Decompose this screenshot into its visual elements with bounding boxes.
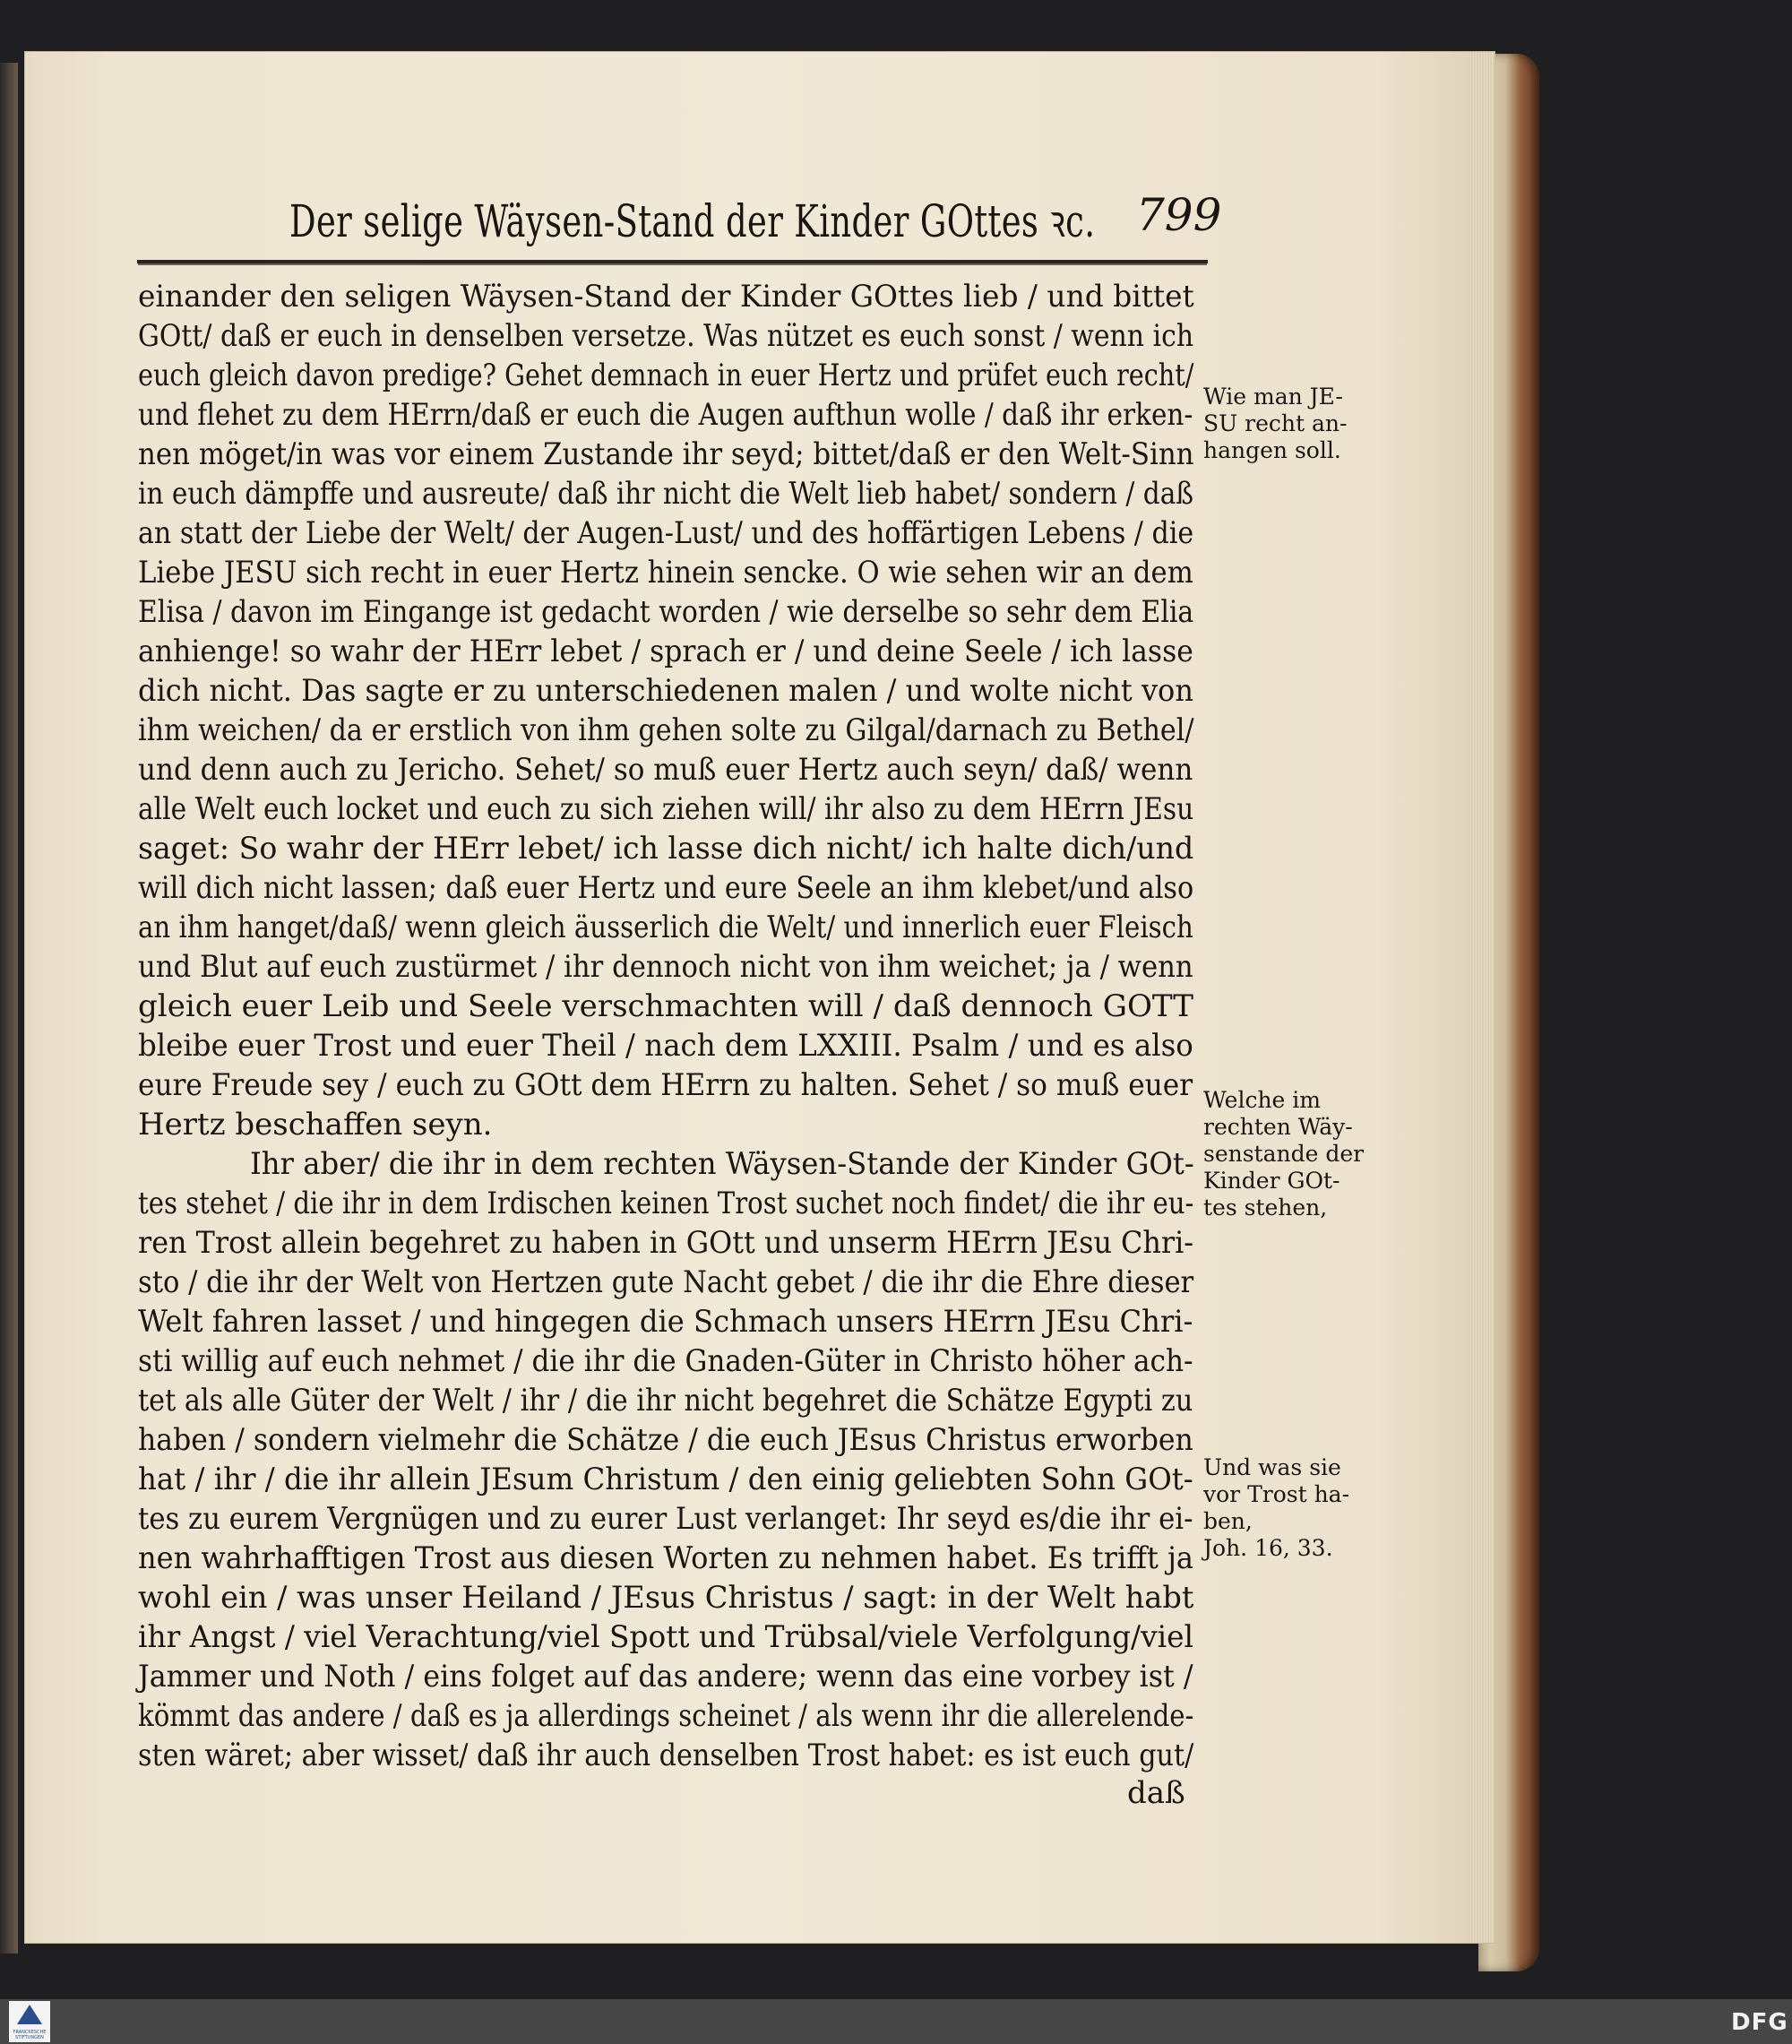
text-line: Jammer und Noth / eins folget auf das andere; wenn das eine vorbey ist /	[138, 1659, 1193, 1695]
text-line: nen möget/in was vor einem Zustande ihr seyd; bittet/daß er den Welt-Sinn	[138, 436, 1194, 472]
text-line: nen wahrhafftigen Trost aus diesen Worten zu nehmen habet. Es trifft ja	[138, 1540, 1194, 1576]
text-line: Elisa / davon im Eingange ist gedacht worden / wie derselbe so sehr dem Elia	[138, 594, 1194, 630]
text-line: GOtt/ daß er euch in denselben versetze. Was nützet es euch sonst / wenn ich	[138, 318, 1194, 354]
text-line: ren Trost allein begehret zu haben in GOtt und unserm HErrn JEsu Chri-	[138, 1225, 1194, 1261]
text-line: sten wäret; aber wisset/ daß ihr auch denselben Trost habet: es ist euch gut/	[138, 1738, 1194, 1773]
text-line: tet als alle Güter der Welt / ihr / die ihr nicht begehret die Schätze Egypti zu	[138, 1383, 1193, 1419]
text-line: haben / sondern vielmehr die Schätze / die euch JEsus Christus erworben	[138, 1422, 1193, 1458]
text-line: hat / ihr / die ihr allein JEsum Christum / den einig geliebten Sohn GOt-	[138, 1462, 1193, 1497]
text-line: ihr Angst / viel Verachtung/viel Spott und Trübsal/viele Verfolgung/viel	[138, 1619, 1193, 1655]
text-line: Welt fahren lasset / und hingegen die Schmach unsers HErrn JEsu Chri-	[138, 1304, 1193, 1340]
text-line: tes zu eurem Vergnügen und zu eurer Lust verlanget: Ihr seyd es/die ihr ei-	[138, 1501, 1193, 1537]
text-line: wohl ein / was unser Heiland / JEsus Christus / sagt: in der Welt habt	[138, 1580, 1194, 1616]
institution-logo[interactable]	[9, 2001, 50, 2042]
text-line: euch gleich davon predige? Gehet demnach in euer Hertz und prüfet euch recht/	[138, 358, 1194, 393]
text-line: in euch dämpffe und ausreute/ daß ihr nicht die Welt lieb habet/ sondern / daß	[138, 476, 1194, 512]
text-line: an statt der Liebe der Welt/ der Augen-Lust/ und des hoffärtigen Lebens / die	[138, 515, 1194, 551]
margin-note-line: tes stehen,	[1203, 1194, 1328, 1220]
text-line: gleich euer Leib und Seele verschmachten will / daß dennoch GOTT	[138, 988, 1193, 1024]
margin-note-line: ben,	[1203, 1508, 1253, 1534]
text-line: kömmt das andere / daß es ja allerdings scheinet / als wenn ihr die allerelende-	[138, 1698, 1194, 1734]
page-number: 799	[1136, 189, 1222, 241]
institution-logo-label: FRANCKESCHE STIFTUNGEN	[13, 2030, 47, 2040]
text-line: und flehet zu dem HErrn/daß er euch die Augen aufthun wolle / daß ihr erken-	[138, 397, 1193, 433]
margin-note-line: senstande der	[1203, 1141, 1365, 1167]
dfg-logo[interactable]: DFG	[1731, 2009, 1788, 2036]
margin-note-line: Kinder GOt-	[1203, 1168, 1340, 1194]
margin-note-line: hangen soll.	[1203, 437, 1341, 463]
text-line: an ihm hanget/daß/ wenn gleich äusserlich die Welt/ und innerlich euer Fleisch	[138, 910, 1193, 945]
margin-notes	[1203, 52, 1490, 1943]
text-line: alle Welt euch locket und euch zu sich ziehen will/ ihr also zu dem HErrn JEsu	[138, 791, 1194, 827]
viewer-footer-bar	[0, 1999, 1792, 2044]
text-line: eure Freude sey / euch zu GOtt dem HErrn zu halten. Sehet / so muß euer	[138, 1067, 1193, 1103]
text-line: ihm weichen/ da er erstlich von ihm gehen solte zu Gilgal/darnach zu Bethel/	[138, 712, 1194, 748]
book-spine-shadow	[0, 63, 18, 1953]
margin-note-line: rechten Wäy-	[1203, 1114, 1353, 1140]
margin-note-line: Welche im	[1203, 1087, 1321, 1113]
text-line: saget: So wahr der HErr lebet/ ich lasse dich nicht/ ich halte dich/und	[138, 831, 1194, 867]
running-head	[289, 155, 1222, 254]
text-line: anhienge! so wahr der HErr lebet / sprach er / und deine Seele / ich lasse	[138, 634, 1193, 669]
text-line: Hertz beschaffen seyn.	[138, 1107, 493, 1143]
triangle-logo-icon	[17, 2005, 42, 2024]
header-rule	[137, 260, 1208, 263]
text-line: Liebe JESU sich recht in euer Hertz hinein sencke. O wie sehen wir an dem	[138, 555, 1193, 591]
book-page	[25, 52, 1495, 1943]
text-line: tes stehet / die ihr in dem Irdischen keinen Trost suchet noch findet/ die ihr eu-	[138, 1186, 1194, 1221]
body-text	[138, 278, 1240, 1819]
text-line: Ihr aber/ die ihr in dem rechten Wäysen-Stande der Kinder GOt-	[250, 1146, 1194, 1182]
margin-note-line: Und was sie	[1203, 1454, 1341, 1480]
catchword: daß	[1127, 1775, 1185, 1811]
text-line: und denn auch zu Jericho. Sehet/ so muß euer Hertz auch seyn/ daß/ wenn	[138, 752, 1193, 788]
text-line: sti willig auf euch nehmet / die ihr die Gnaden-Güter in Christo höher ach-	[138, 1343, 1193, 1379]
text-line: und Blut auf euch zustürmet / ihr dennoch nicht von ihm weichet; ja / wenn	[138, 949, 1193, 985]
running-title: Der selige Wäysen-Stand der Kinder GOttes ꝛc.	[289, 195, 1096, 247]
margin-note-line: Joh. 16, 33.	[1203, 1535, 1333, 1561]
text-line: sto / die ihr der Welt von Hertzen gute Nacht gebet / die ihr die Ehre dieser	[138, 1264, 1194, 1300]
text-line: will dich nicht lassen; daß euer Hertz und eure Seele an ihm klebet/und also	[138, 870, 1194, 906]
text-line: einander den seligen Wäysen-Stand der Kinder GOttes lieb / und bittet	[138, 279, 1194, 315]
margin-note-line: SU recht an-	[1203, 410, 1348, 436]
margin-note-line: Wie man JE-	[1203, 384, 1343, 410]
margin-note-line: vor Trost ha-	[1203, 1481, 1350, 1507]
text-line: bleibe euer Trost und euer Theil / nach dem LXXIII. Psalm / und es also	[138, 1028, 1193, 1064]
text-line: dich nicht. Das sagte er zu unterschiedenen malen / und wolte nicht von	[138, 673, 1193, 709]
